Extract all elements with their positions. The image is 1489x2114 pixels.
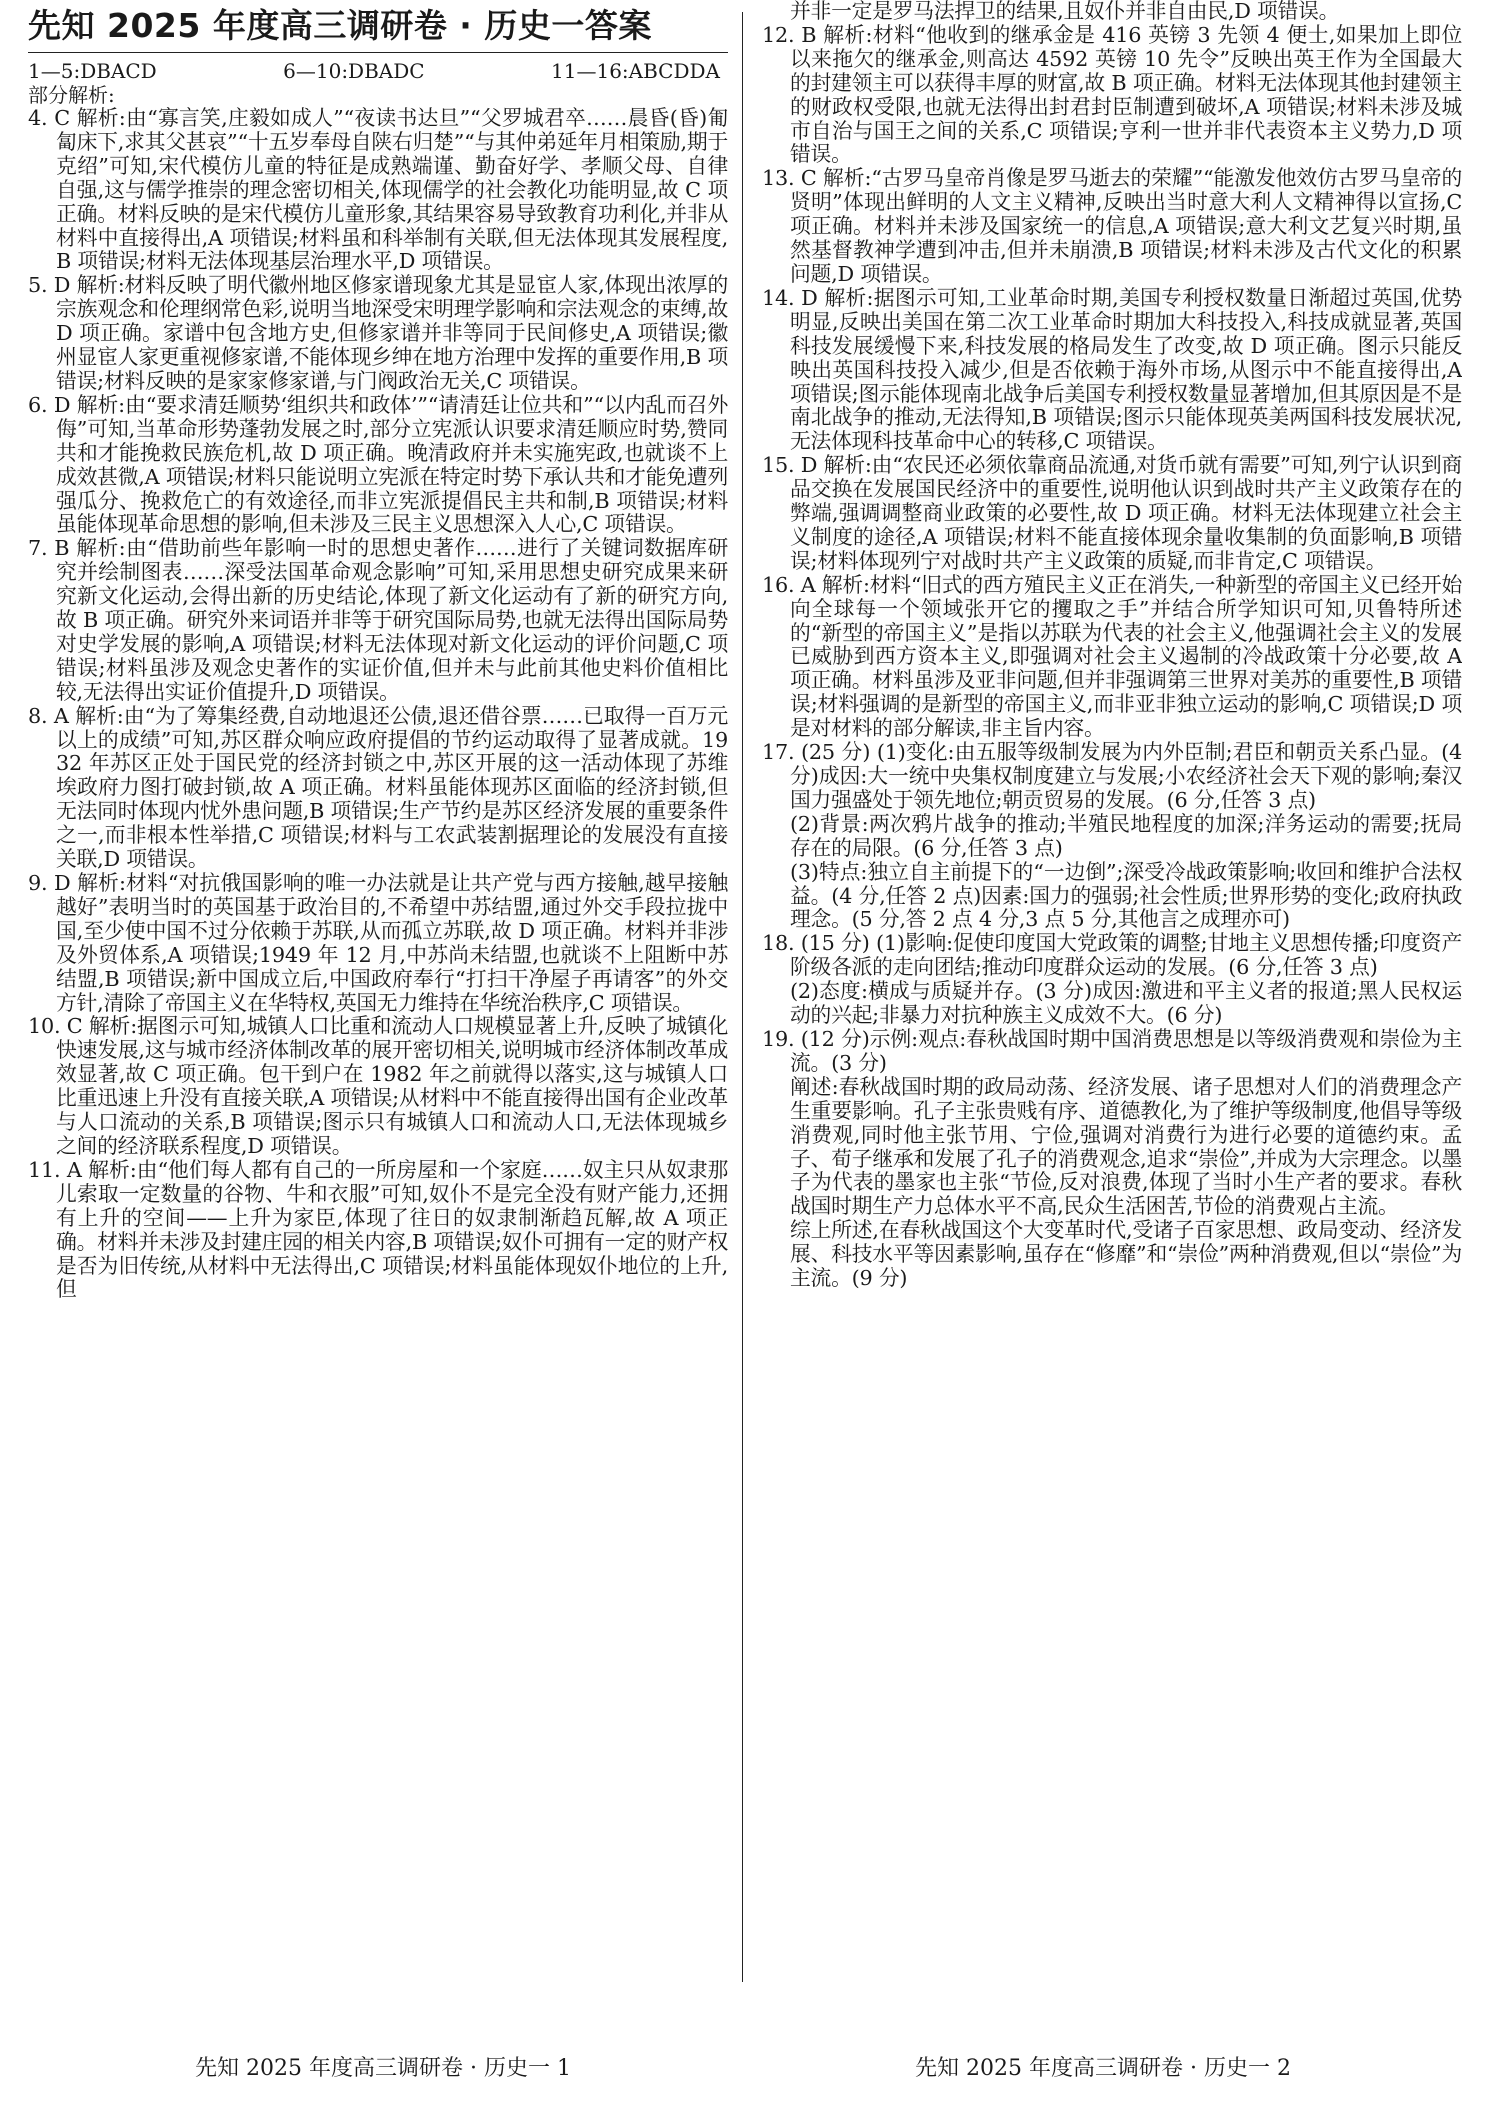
answers-1-5: 1—5:DBACD (28, 59, 157, 83)
analysis-item-16: 16. A 解析:材料“旧式的西方殖民主义正在消失,一种新型的帝国主义已经开始向全球每一个领域张开它的攫取之手”并结合所学知识可知,贝鲁特所述的“新型的帝国主义”是指以苏联为代表的社会主义,他强调社会主义的发展已威胁到西方资本主义,即强调对社会主义遏制的冷战政策十分必要,故 A 项正确。材料虽涉及亚非问题,但并非强调第三世界对美苏的重要性,B 项错误;材料强调的是新型的帝国主义,而非亚非独立运动的影响,C 项错误;D 项是对材料的部分解读,非主旨内容。 (762, 572, 1462, 741)
answer-18-part-2: (2)态度:横成与质疑并存。(3 分)成因:激进和平主义者的报道;黑人民权运动的兴起;非暴力对抗种族主义成效不大。(6 分) (790, 979, 1462, 1028)
answer-18-part-1: 18. (15 分) (1)影响:促使印度国大党政策的调整;甘地主义思想传播;印度资产阶级各派的走向团结;推动印度群众运动的发展。(6 分,任答 3 点) (762, 931, 1462, 980)
answer-19-viewpoint: 19. (12 分)示例:观点:春秋战国时期中国消费思想是以等级消费观和崇俭为主流。(3 分) (762, 1026, 1462, 1075)
answer-17-part-2: (2)背景:两次鸦片战争的推动;半殖民地程度的加深;洋务运动的需要;抚局存在的局限。(6 分,任答 3 点) (790, 811, 1462, 860)
footer-page-2: 先知 2025 年度高三调研卷 · 历史一 2 (915, 2056, 1291, 2081)
analysis-item-5: 5. D 解析:材料反映了明代徽州地区修家谱现象尤其是显宦人家,体现出浓厚的宗族观念和伦理纲常色彩,说明当地深受宋明理学影响和宗法观念的束缚,故 D 项正确。家谱中包含地方史,但修家谱并非等同于民间修史,A 项错误;徽州显宦人家更重视修家谱,不能体现乡绅在地方治理中发挥的重要作用,B 项错误;材料反映的是家家修家谱,与门阀政治无关,C 项错误。 (28, 273, 728, 393)
right-column (762, 0, 1462, 2000)
analysis-item-14: 14. D 解析:据图示可知,工业革命时期,美国专利授权数量日渐超过英国,优势明显,反映出美国在第二次工业革命时期加大科技投入,科技成就显著,英国科技发展缓慢下来,科技发展的格局发生了改变,故 D 项正确。图示只能反映出英国科技投入减少,但是否依赖于海外市场,从图示中不能直接得出,A 项错误;图示能体现南北战争后美国专利授权数量显著增加,但其原因是不是南北战争的推动,无法得知,B 项错误;图示只能体现英美两国科技发展状况,无法体现科技革命中心的转移,C 项错误。 (762, 285, 1462, 454)
answer-17-part-1: 17. (25 分) (1)变化:由五服等级制发展为内外臣制;君臣和朝贡关系凸显。(4 分)成因:大一统中央集权制度建立与发展;小农经济社会天下观的影响;秦汉国力强盛处于领先地位;朝贡贸易的发展。(6 分,任答 3 点) (762, 740, 1462, 812)
answer-17-part-3: (3)特点:独立自主前提下的“一边倒”;深受冷战政策影响;收回和维护合法权益。(4 分,任答 2 点)因素:国力的强弱;社会性质;世界形势的变化;政府执政理念。(5 分,答 2 点 4 分,3 点 5 分,其他言之成理亦可) (790, 859, 1462, 932)
answer-19-conclusion: 综上所述,在春秋战国这个大变革时代,受诸子百家思想、政局变动、经济发展、科技水平等因素影响,虽存在“修靡”和“崇俭”两种消费观,但以“崇俭”为主流。(9 分) (790, 1218, 1462, 1291)
answers-11-16: 11—16:ABCDDA (551, 59, 720, 83)
column-divider (742, 12, 743, 1982)
analysis-item-11: 11. A 解析:由“他们每人都有自己的一所房屋和一个家庭……奴主只从奴隶那儿索取一定数量的谷物、牛和衣服”可知,奴仆不是完全没有财产能力,还拥有上升的空间——上升为家臣,体现了往日的奴隶制渐趋瓦解,故 A 项正确。材料并未涉及封建庄园的相关内容,B 项错误;奴仆可拥有一定的财产权是否为旧传统,从材料中无法得出,C 项错误;材料虽能体现奴仆地位的上升,但 (28, 1157, 728, 1302)
multiple-choice-answers (28, 59, 720, 83)
answer-19-elaboration: 阐述:春秋战国时期的政局动荡、经济发展、诸子思想对人们的消费理念产生重要影响。孔子主张贵贱有序、道德教化,为了维护等级制度,他倡导等级消费观,同时他主张节用、宁俭,强调对消费行为进行必要的道德约束。孟子、荀子继承和发展了孔子的消费观念,追求“崇俭”,并成为大宗理念。以墨子为代表的墨家也主张“节俭,反对浪费,体现了当时小生产者的要求。春秋战国时期生产力总体水平不高,民众生活困苦,节俭的消费观占主流。 (790, 1074, 1462, 1219)
analysis-item-4: 4. C 解析:由“寡言笑,庄毅如成人”“夜读书达旦”“父罗城君卒……晨昏(昏)匍匐床下,求其父甚哀”“十五岁奉母自陕右归楚”“与其仲弟延年月相策励,期于克绍”可知,宋代模仿儿童的特征是成熟端谨、勤奋好学、孝顺父母、自律自强,这与儒学推崇的理念密切相关,体现儒学的社会教化功能明显,故 C 项正确。材料反映的是宋代模仿儿童形象,其结果容易导致教育功利化,并非从材料中直接得出,A 项错误;材料虽和科举制有关联,但无法体现其发展程度,B 项错误;材料无法体现基层治理水平,D 项错误。 (28, 106, 728, 274)
analysis-item-8: 8. A 解析:由“为了筹集经费,自动地退还公债,退还借谷票……已取得一百万元以上的成绩”可知,苏区群众响应政府提倡的节约运动取得了显著成就。1932 年苏区正处于国民党的经济封锁之中,苏区开展的这一活动体现了苏维埃政府力图打破封锁,故 A 项正确。材料虽能体现苏区面临的经济封锁,但无法同时体现内忧外患问题,B 项错误;生产节约是苏区经济发展的重要条件之一,而非根本性举措,C 项错误;材料与工农武装割据理论的发展没有直接关联,D 项错误。 (28, 703, 728, 872)
analysis-item-12: 12. B 解析:材料“他收到的继承金是 416 英镑 3 先领 4 便士,如果加上即位以来拖欠的继承金,则高达 4592 英镑 10 先令”反映出英王作为全国最大的封建领主可以获得丰厚的财富,故 B 项正确。材料无法体现其他封建领主的财政权受限,也就无法得出封君封臣制遭到破坏,A 项错误;材料未涉及城市自治与国王之间的关系,C 项错误;亨利一世并非代表资本主义势力,D 项错误。 (762, 22, 1462, 167)
partial-analysis-label: 部分解析: (28, 83, 115, 107)
page-title: 先知 2025 年度高三调研卷 · 历史一答案 (28, 4, 728, 53)
left-column (28, 0, 728, 2000)
answers-6-10: 6—10:DBADC (283, 59, 425, 83)
footer-page-1: 先知 2025 年度高三调研卷 · 历史一 1 (195, 2056, 571, 2081)
analysis-item-10: 10. C 解析:据图示可知,城镇人口比重和流动人口规模显著上升,反映了城镇化快速发展,这与城市经济体制改革的展开密切相关,说明城市经济体制改革成效显著,故 C 项正确。包干到户在 1982 年之前就得以落实,这与城镇人口比重迅速上升没有直接关联,A 项错误;从材料中不能直接得出国有企业改革与人口流动的关系,B 项错误;图示只有城镇人口和流动人口,无法体现城乡之间的经济联系程度,D 项错误。 (28, 1014, 728, 1158)
analysis-item-15: 15. D 解析:由“农民还必须依靠商品流通,对货币就有需要”可知,列宁认识到商品交换在发展国民经济中的重要性,说明他认识到战时共产主义政策存在的弊端,强调调整商业政策的必要性,故 D 项正确。材料无法体现建立社会主义制度的途径,A 项错误;材料不能直接体现余量收集制的负面影响,B 项错误;材料体现列宁对战时共产主义政策的质疑,而非肯定,C 项错误。 (762, 453, 1462, 573)
analysis-item-9: 9. D 解析:材料“对抗俄国影响的唯一办法就是让共产党与西方接触,越早接触越好”表明当时的英国基于政治目的,不希望中苏结盟,通过外交手段拉拢中国,至少使中国不过分依赖于苏联,从而孤立苏联,故 D 项正确。材料并非涉及外贸体系,A 项错误;1949 年 12 月,中苏尚未结盟,也就谈不上阻断中苏结盟,B 项错误;新中国成立后,中国政府奉行“打扫干净屋子再请客”的外交方针,清除了帝国主义在华特权,英国无力维持在华统治秩序,C 项错误。 (28, 871, 728, 1015)
analysis-item-6: 6. D 解析:由“要求清廷顺势‘组织共和政体’”“请清廷让位共和”“以内乱而召外侮”可知,当革命形势蓬勃发展之时,部分立宪派认识要求清廷顺应时势,赞同共和才能挽救民族危机,故 D 项正确。晚清政府并未实施宪政,也就谈不上成效甚微,A 项错误;材料只能说明立宪派在特定时势下承认共和才能免遭列强瓜分、挽救危亡的有效途径,而非立宪派提倡民主共和制,B 项错误;材料虽能体现革命思想的影响,但未涉及三民主义思想深入人心,C 项错误。 (28, 392, 728, 537)
analysis-item-7: 7. B 解析:由“借助前些年影响一时的思想史著作……进行了关键词数据库研究并绘制图表……深受法国革命观念影响”可知,采用思想史研究成果来研究新文化运动,会得出新的历史结论,体现了新文化运动有了新的研究方向,故 B 项正确。研究外来词语并非等于研究国际局势,也就无法得出国际局势对史学发展的影响,A 项错误;材料无法体现对新文化运动的评价问题,C 项错误;材料虽涉及观念史著作的实证价值,但并未与此前其他史料价值相比较,无法得出实证价值提升,D 项错误。 (28, 536, 728, 704)
analysis-item-13: 13. C 解析:“古罗马皇帝肖像是罗马逝去的荣耀”“能激发他效仿古罗马皇帝的贤明”体现出鲜明的人文主义精神,反映出当时意大利人文精神得以宣扬,C 项正确。材料并未涉及国家统一的信息,A 项错误;意大利文艺复兴时期,虽然基督教神学遭到冲击,但并未崩溃,B 项错误;材料未涉及古代文化的积累问题,D 项错误。 (762, 166, 1462, 286)
analysis-item-11-continued: 并非一定是罗马法捍卫的结果,且奴仆并非自由民,D 项错误。 (790, 0, 1340, 23)
